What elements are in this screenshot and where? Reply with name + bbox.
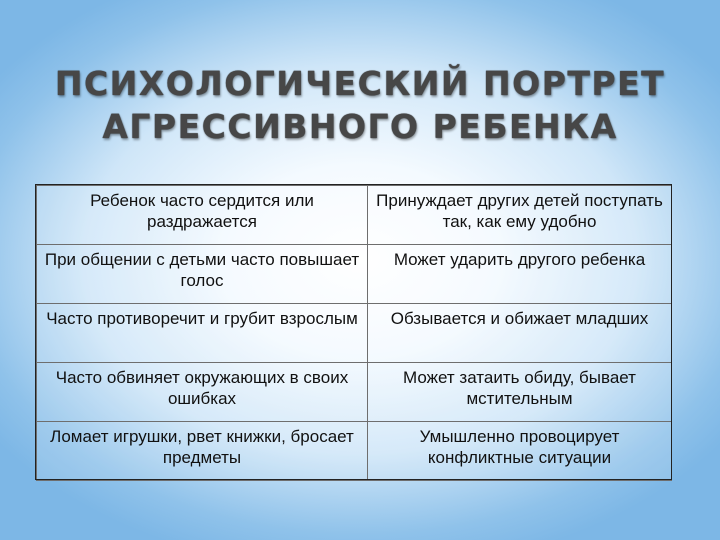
table-cell: Может затаить обиду, бывает мстительным — [368, 363, 672, 422]
table-cell: Ребенок часто сердится или раздражается — [37, 186, 368, 245]
table-cell: При общении с детьми часто повышает голос — [37, 245, 368, 304]
table-cell: Может ударить другого ребенка — [368, 245, 672, 304]
table-row — [37, 363, 672, 422]
table-cell: Часто обвиняет окружающих в своих ошибках — [37, 363, 368, 422]
table-row — [37, 245, 672, 304]
title-line-2: АГРЕССИВНОГО РЕБЕНКА — [102, 107, 618, 146]
table-row — [37, 304, 672, 363]
table-row — [37, 186, 672, 245]
table-cell: Умышленно провоцирует конфликтные ситуации — [368, 422, 672, 481]
table-cell: Обзывается и обижает младших — [368, 304, 672, 363]
traits-table-container — [36, 185, 672, 480]
table-cell: Часто противоречит и грубит взрослым — [37, 304, 368, 363]
traits-table — [36, 185, 672, 481]
title-line-1: ПСИХОЛОГИЧЕСКИЙ ПОРТРЕТ — [54, 64, 666, 103]
table-cell: Принуждает других детей поступать так, как ему удобно — [368, 186, 672, 245]
slide-title — [0, 62, 720, 148]
table-row — [37, 422, 672, 481]
table-cell: Ломает игрушки, рвет книжки, бросает предметы — [37, 422, 368, 481]
